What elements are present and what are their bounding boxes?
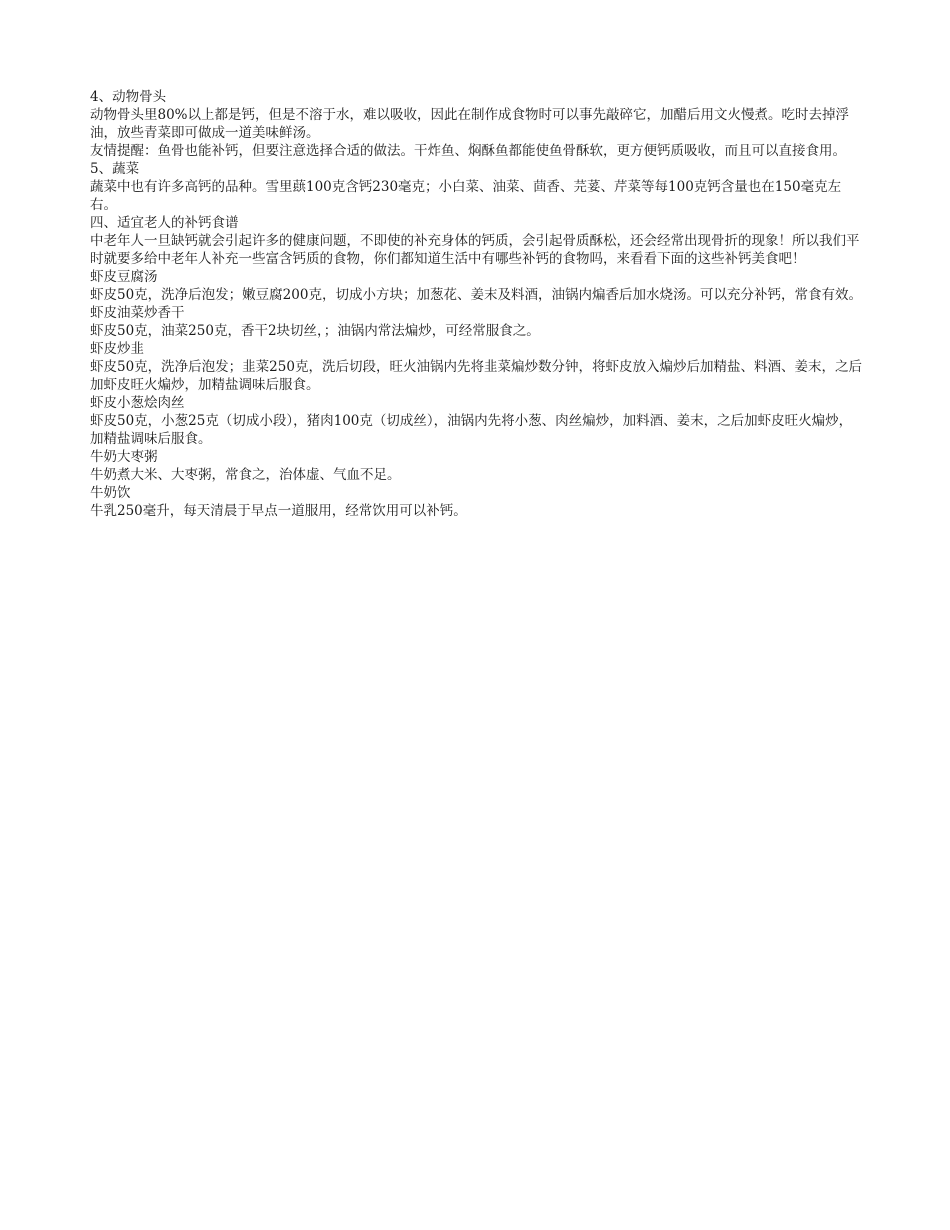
heading-vegetables: 5、蔬菜 — [90, 161, 140, 177]
heading-milk-jujube-porridge: 牛奶大枣粥 — [90, 449, 158, 465]
paragraph-milk-drink: 牛乳250毫升，每天清晨于早点一道服用，经常饮用可以补钙。 — [90, 503, 467, 519]
paragraph-vegetables: 蔬菜中也有许多高钙的品种。雪里蕻100克含钙230毫克；小白菜、油菜、茴香、芫荽、芹菜等每100克钙含量也在150毫克左右。 — [90, 179, 842, 213]
heading-shrimp-rapeseed-tofu: 虾皮油菜炒香干 — [90, 305, 185, 321]
paragraph-animal-bones: 动物骨头里80%以上都是钙，但是不溶于水，难以吸收，因此在制作成食物时可以事先敲碎它，加醋后用文火慢煮。吃时去掉浮油，放些青菜即可做成一道美味鲜汤。 — [90, 107, 850, 141]
paragraph-milk-jujube-porridge: 牛奶煮大米、大枣粥，常食之，治体虚、气血不足。 — [90, 467, 401, 483]
paragraph-shrimp-rapeseed-tofu: 虾皮50克，油菜250克，香干2块切丝，；油锅内常法煸炒，可经常服食之。 — [90, 323, 540, 339]
heading-animal-bones: 4、动物骨头 — [90, 89, 167, 105]
paragraph-shrimp-leek: 虾皮50克，洗净后泡发；韭菜250克，洗后切段，旺火油锅内先将韭菜煸炒数分钟，将虾皮放入煸炒后加精盐、料酒、姜末，之后加虾皮旺火煸炒，加精盐调味后服食。 — [90, 359, 862, 393]
paragraph-fish-bone-tip: 友情提醒：鱼骨也能补钙，但要注意选择合适的做法。干炸鱼、焖酥鱼都能使鱼骨酥软，更方便钙质吸收，而且可以直接食用。 — [90, 143, 846, 159]
heading-elderly-recipes: 四、适宜老人的补钙食谱 — [90, 215, 239, 231]
paragraph-shrimp-scallion-pork: 虾皮50克，小葱25克（切成小段），猪肉100克（切成丝），油锅内先将小葱、肉丝煸炒，加料酒、姜末，之后加虾皮旺火煸炒，加精盐调味后服食。 — [90, 413, 853, 447]
paragraph-shrimp-tofu-soup: 虾皮50克，洗净后泡发；嫩豆腐200克，切成小方块；加葱花、姜末及料酒，油锅内煸香后加水烧汤。可以充分补钙，常食有效。 — [90, 287, 862, 303]
heading-shrimp-scallion-pork: 虾皮小葱烩肉丝 — [90, 395, 185, 411]
heading-milk-drink: 牛奶饮 — [90, 485, 131, 501]
heading-shrimp-leek: 虾皮炒韭 — [90, 341, 144, 357]
heading-shrimp-tofu-soup: 虾皮豆腐汤 — [90, 269, 158, 285]
paragraph-elderly-intro: 中老年人一旦缺钙就会引起许多的健康问题，不即使的补充身体的钙质，会引起骨质酥松，还会经常出现骨折的现象！所以我们平时就要多给中老年人补充一些富含钙质的食物，你们都知道生活中有哪些补钙的食物吗，来看看下面的这些补钙美食吧！ — [90, 233, 860, 267]
document-body — [90, 88, 865, 520]
